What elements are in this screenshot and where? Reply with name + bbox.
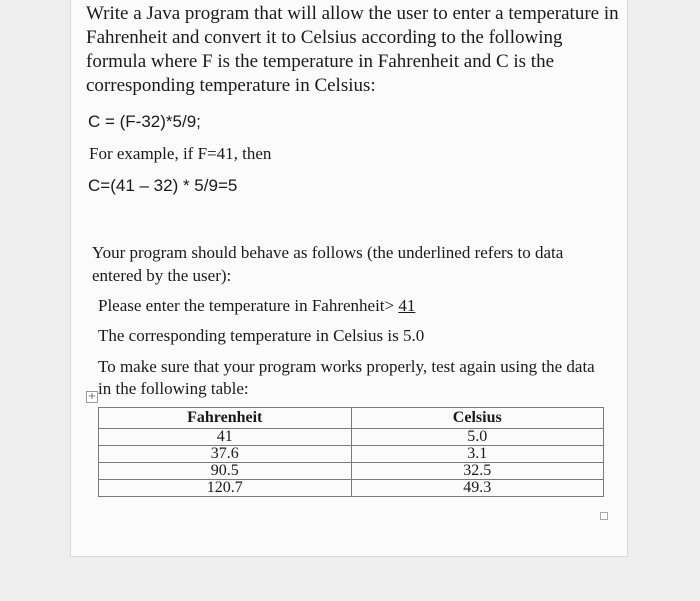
example-calculation: C=(41 – 32) * 5/9=5 [88,176,238,195]
behavior-intro: Your program should behave as follows (the underlined refers to data entered by the user): [92,243,564,285]
formula: C = (F-32)*5/9; [88,112,201,131]
fahrenheit-cell: 120.7 [99,480,352,497]
test-data-table [98,407,604,497]
celsius-cell: 32.5 [351,463,604,480]
celsius-cell: 3.1 [351,446,604,463]
celsius-cell: 49.3 [351,480,604,497]
header-fahrenheit: Fahrenheit [99,408,352,429]
fahrenheit-cell: 37.6 [99,446,352,463]
table-move-icon[interactable]: + [87,391,97,402]
fahrenheit-cell: 90.5 [99,463,352,480]
celsius-cell: 5.0 [351,429,604,446]
header-celsius: Celsius [351,408,604,429]
sample-prompt-text: Please enter the temperature in Fahrenheit> [98,296,399,315]
table-row [99,463,604,480]
sample-prompt-line [98,296,415,316]
table-row [99,429,604,446]
table-resize-handle[interactable] [600,512,608,520]
sample-output-line: The corresponding temperature in Celsius is 5.0 [98,326,425,345]
intro-paragraph: Write a Java program that will allow the user to enter a temperature in Fahrenheit and convert it to Celsius according to the following formula where F is the temperature in Fahrenheit and C is the corresponding temperature in Celsius: [86,3,619,96]
sample-user-input: 41 [398,296,416,315]
test-intro: To make sure that your program works properly, test again using the data in the following table: [98,357,595,398]
table-row [99,446,604,463]
fahrenheit-cell: 41 [99,429,352,446]
table-header-row [99,408,604,429]
table-row [99,480,604,497]
example-intro: For example, if F=41, then [89,144,272,163]
